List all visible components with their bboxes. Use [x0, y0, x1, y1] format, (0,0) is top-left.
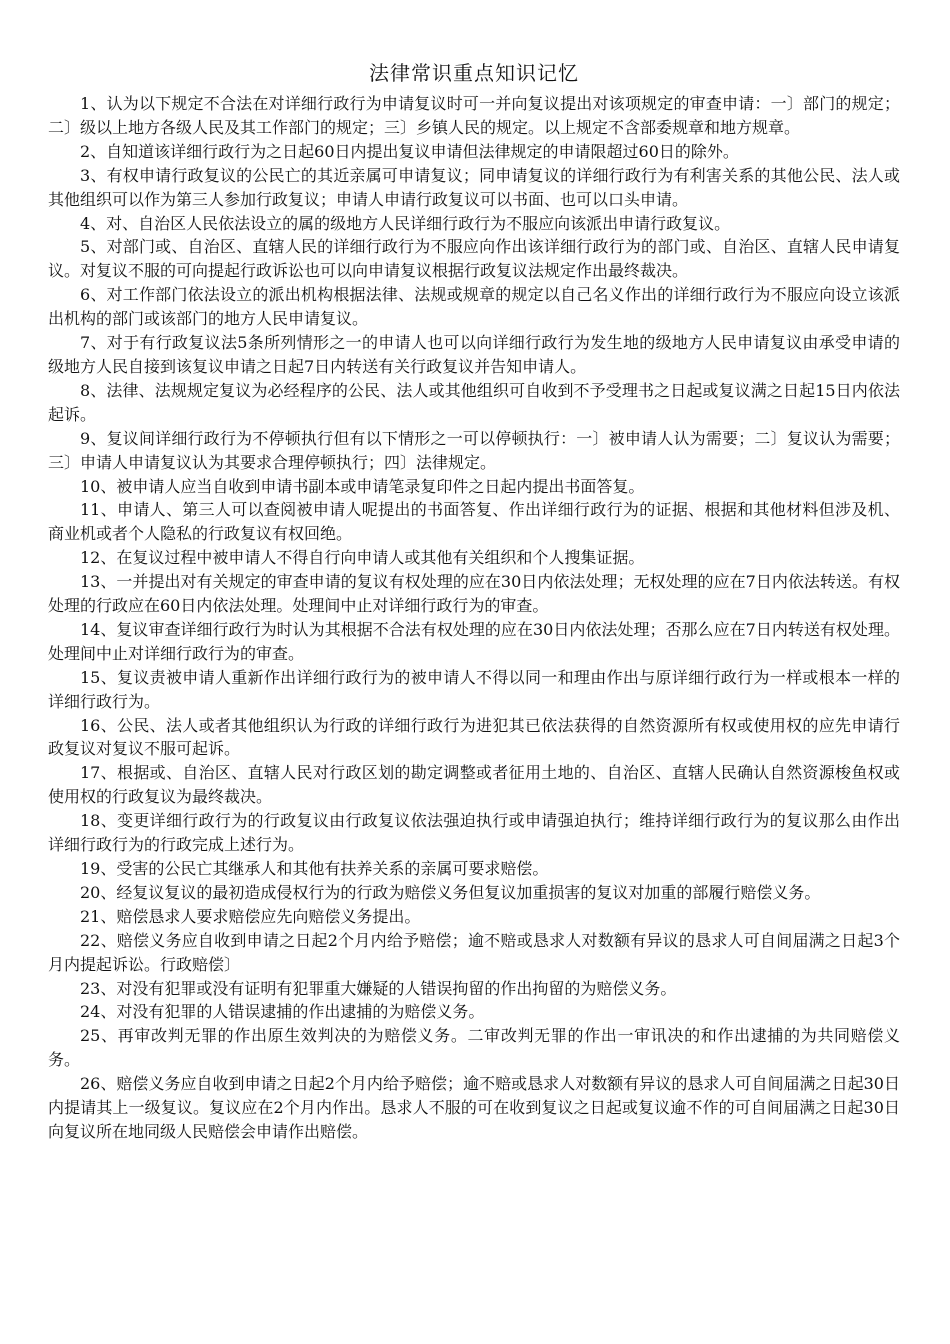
- paragraph-19: 19、受害的公民亡其继承人和其他有扶养关系的亲属可要求赔偿。: [80, 859, 549, 878]
- paragraph-3: 3、有权申请行政复议的公民亡的其近亲属可申请复议；同申请复议的详细行政行为有利害关系的其他公民、法人或其他组织可以作为第三人参加行政复议；申请人申请行政复议可以书面、也可以口头申请。: [48, 165, 900, 209]
- paragraph-25: 25、再审改判无罪的作出原生效判决的为赔偿义务。二审改判无罪的作出一审讯决的和作出逮捕的为共同赔偿义务。: [48, 1026, 900, 1070]
- paragraph-14: 14、复议审查详细行政行为时认为其根据不合法有权处理的应在30日内依法处理；否那么应在7日内转送有权处理。处理间中止对详细行政行为的审查。: [48, 619, 900, 663]
- paragraph-1: 1、认为以下规定不合法在对详细行政行为申请复议时可一并向复议提出对该项规定的审查申请：一〕部门的规定；二〕级以上地方各级人民及其工作部门的规定；三〕乡镇人民的规定。以上规定不含部委规章和地方规章。: [48, 94, 900, 137]
- paragraph-5: 5、对部门或、自治区、直辖人民的详细行政行为不服应向作出该详细行政行为的部门或、自治区、直辖人民申请复议。对复议不服的可向提起行政诉讼也可以向申请复议根据行政复议法规定作出最终裁决。: [48, 237, 900, 281]
- paragraph-6: 6、对工作部门依法设立的派出机构根据法律、法规或规章的规定以自己名义作出的详细行政行为不服应向设立该派出机构的部门或该部门的地方人民申请复议。: [48, 285, 900, 329]
- paragraph-20: 20、经复议复议的最初造成侵权行为的行政为赔偿义务但复议加重损害的复议对加重的部履行赔偿义务。: [80, 882, 821, 902]
- paragraph-13: 13、一并提出对有关规定的审查申请的复议有权处理的应在30日内依法处理；无权处理的应在7日内依法转送。有权处理的行政应在60日内依法处理。处理间中止对详细行政行为的审查。: [48, 572, 900, 616]
- paragraph-24: 24、对没有犯罪的人错误逮捕的作出逮捕的为赔偿义务。: [80, 1002, 485, 1022]
- document-title: 法律常识重点知识记忆: [369, 61, 579, 85]
- paragraph-18: 18、变更详细行政行为的行政复议由行政复议依法强迫执行或申请强迫执行；维持详细行政行为的复议那么由作出详细行政行为的行政完成上述行为。: [48, 811, 900, 855]
- paragraph-22: 22、赔偿义务应自收到申请之日起2个月内给予赔偿；逾不赔或恳求人对数额有异议的恳求人可自间届满之日起3个月内提起诉讼。行政赔偿〕: [48, 930, 900, 974]
- paragraph-2: 2、自知道该详细行政行为之日起60日内提出复议申请但法律规定的申请限超过60日的除外。: [80, 141, 739, 161]
- paragraph-17: 17、根据或、自治区、直辖人民对行政区划的勘定调整或者征用土地的、自治区、直辖人民确认自然资源梭鱼权或使用权的行政复议为最终裁决。: [48, 763, 900, 807]
- paragraph-list: [48, 92, 900, 1144]
- paragraph-4: 4、对、自治区人民依法设立的属的级地方人民详细行政行为不服应向该派出申请行政复议。: [80, 213, 731, 233]
- paragraph-26: 26、赔偿义务应自收到申请之日起2个月内给予赔偿；逾不赔或恳求人对数额有异议的恳求人可自间届满之日起30日内提请其上一级复议。复议应在2个月内作出。恳求人不服的可在收到复议之日起或复议逾不作的可自间届满之日起30日向复议所在地同级人民赔偿会申请作出赔偿。: [48, 1074, 900, 1141]
- paragraph-8: 8、法律、法规规定复议为必经程序的公民、法人或其他组织可自收到不予受理书之日起或复议满之日起15日内依法起诉。: [48, 380, 900, 424]
- paragraph-10: 10、被申请人应当自收到申请书副本或申请笔录复印件之日起内提出书面答复。: [80, 476, 645, 496]
- paragraph-12: 12、在复议过程中被申请人不得自行向申请人或其他有关组织和个人搜集证据。: [80, 548, 645, 568]
- document-page: [48, 58, 900, 1144]
- paragraph-16: 16、公民、法人或者其他组织认为行政的详细行政行为进犯其已依法获得的自然资源所有权或使用权的应先申请行政复议对复议不服可起诉。: [48, 715, 900, 759]
- paragraph-11: 11、申请人、第三人可以查阅被申请人呢提出的书面答复、作出详细行政行为的证据、根据和其他材料但涉及机、商业机或者个人隐私的行政复议有权回绝。: [48, 500, 900, 544]
- paragraph-7: 7、对于有行政复议法5条所列情形之一的申请人也可以向详细行政行为发生地的级地方人民申请复议由承受申请的级地方人民自接到该复议申请之日起7日内转送有关行政复议并告知申请人。: [48, 333, 900, 376]
- paragraph-23: 23、对没有犯罪或没有证明有犯罪重大嫌疑的人错误拘留的作出拘留的为赔偿义务。: [80, 978, 677, 998]
- paragraph-9: 9、复议间详细行政行为不停顿执行但有以下情形之一可以停顿执行：一〕被申请人认为需要；二〕复议认为需要；三〕申请人申请复议认为其要求合理停顿执行；四〕法律规定。: [48, 428, 900, 472]
- paragraph-15: 15、复议责被申请人重新作出详细行政行为的被申请人不得以同一和理由作出与原详细行政行为一样或根本一样的详细行政行为。: [48, 667, 900, 711]
- paragraph-21: 21、赔偿恳求人要求赔偿应先向赔偿义务提出。: [80, 906, 421, 926]
